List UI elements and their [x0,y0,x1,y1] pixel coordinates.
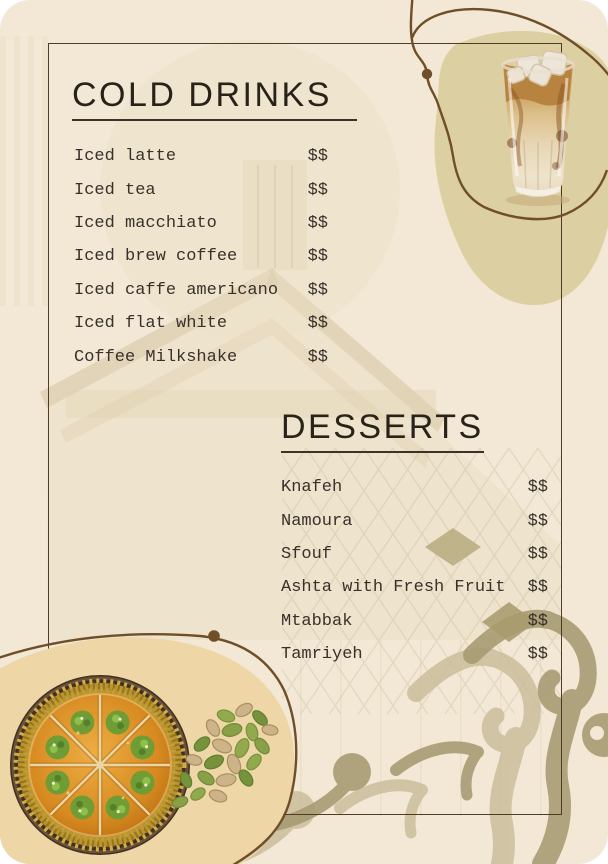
iced-latte-photo [490,48,586,208]
item-price: $$ [527,611,548,631]
menu-item [74,274,328,307]
item-price: $$ [527,578,548,598]
pistachios-photo [168,698,290,814]
menu-item [281,605,548,638]
item-name: Iced latte [74,147,177,167]
cold-drinks-underline [72,119,357,121]
item-price: $$ [307,280,328,300]
item-name: Iced brew coffee [74,247,238,267]
knafeh-photo [8,673,192,857]
item-name: Iced flat white [74,314,228,334]
item-price: $$ [307,247,328,267]
item-price: $$ [307,147,328,167]
item-price: $$ [527,544,548,564]
menu-item [281,571,548,604]
item-name: Knafeh [281,478,343,498]
menu-item [281,538,548,571]
item-name: Coffee Milkshake [74,347,238,367]
menu-item [74,207,328,240]
item-price: $$ [307,213,328,233]
desserts-underline [281,451,484,453]
item-price: $$ [527,645,548,665]
item-name: Sfouf [281,544,333,564]
item-price: $$ [307,180,328,200]
item-name: Iced caffe americano [74,280,279,300]
menu-item [74,307,328,340]
menu-item [281,504,548,537]
desserts-list [281,471,548,671]
menu-item [74,340,328,373]
item-name: Mtabbak [281,611,353,631]
squiggle-dot [208,630,220,642]
menu-item [74,240,328,273]
cold-drinks-title: COLD DRINKS [72,76,332,114]
menu-item [74,173,328,206]
menu-item [281,471,548,504]
menu-item [74,140,328,173]
item-name: Namoura [281,511,353,531]
item-price: $$ [307,314,328,334]
item-name: Iced macchiato [74,213,217,233]
item-price: $$ [307,347,328,367]
item-name: Ashta with Fresh Fruit [281,578,506,598]
desserts-title: DESSERTS [281,408,484,446]
cold-drinks-list [74,140,328,374]
item-name: Iced tea [74,180,156,200]
item-name: Tamriyeh [281,645,363,665]
item-price: $$ [527,478,548,498]
item-price: $$ [527,511,548,531]
menu-item [281,638,548,671]
squiggle-dot [422,69,432,79]
